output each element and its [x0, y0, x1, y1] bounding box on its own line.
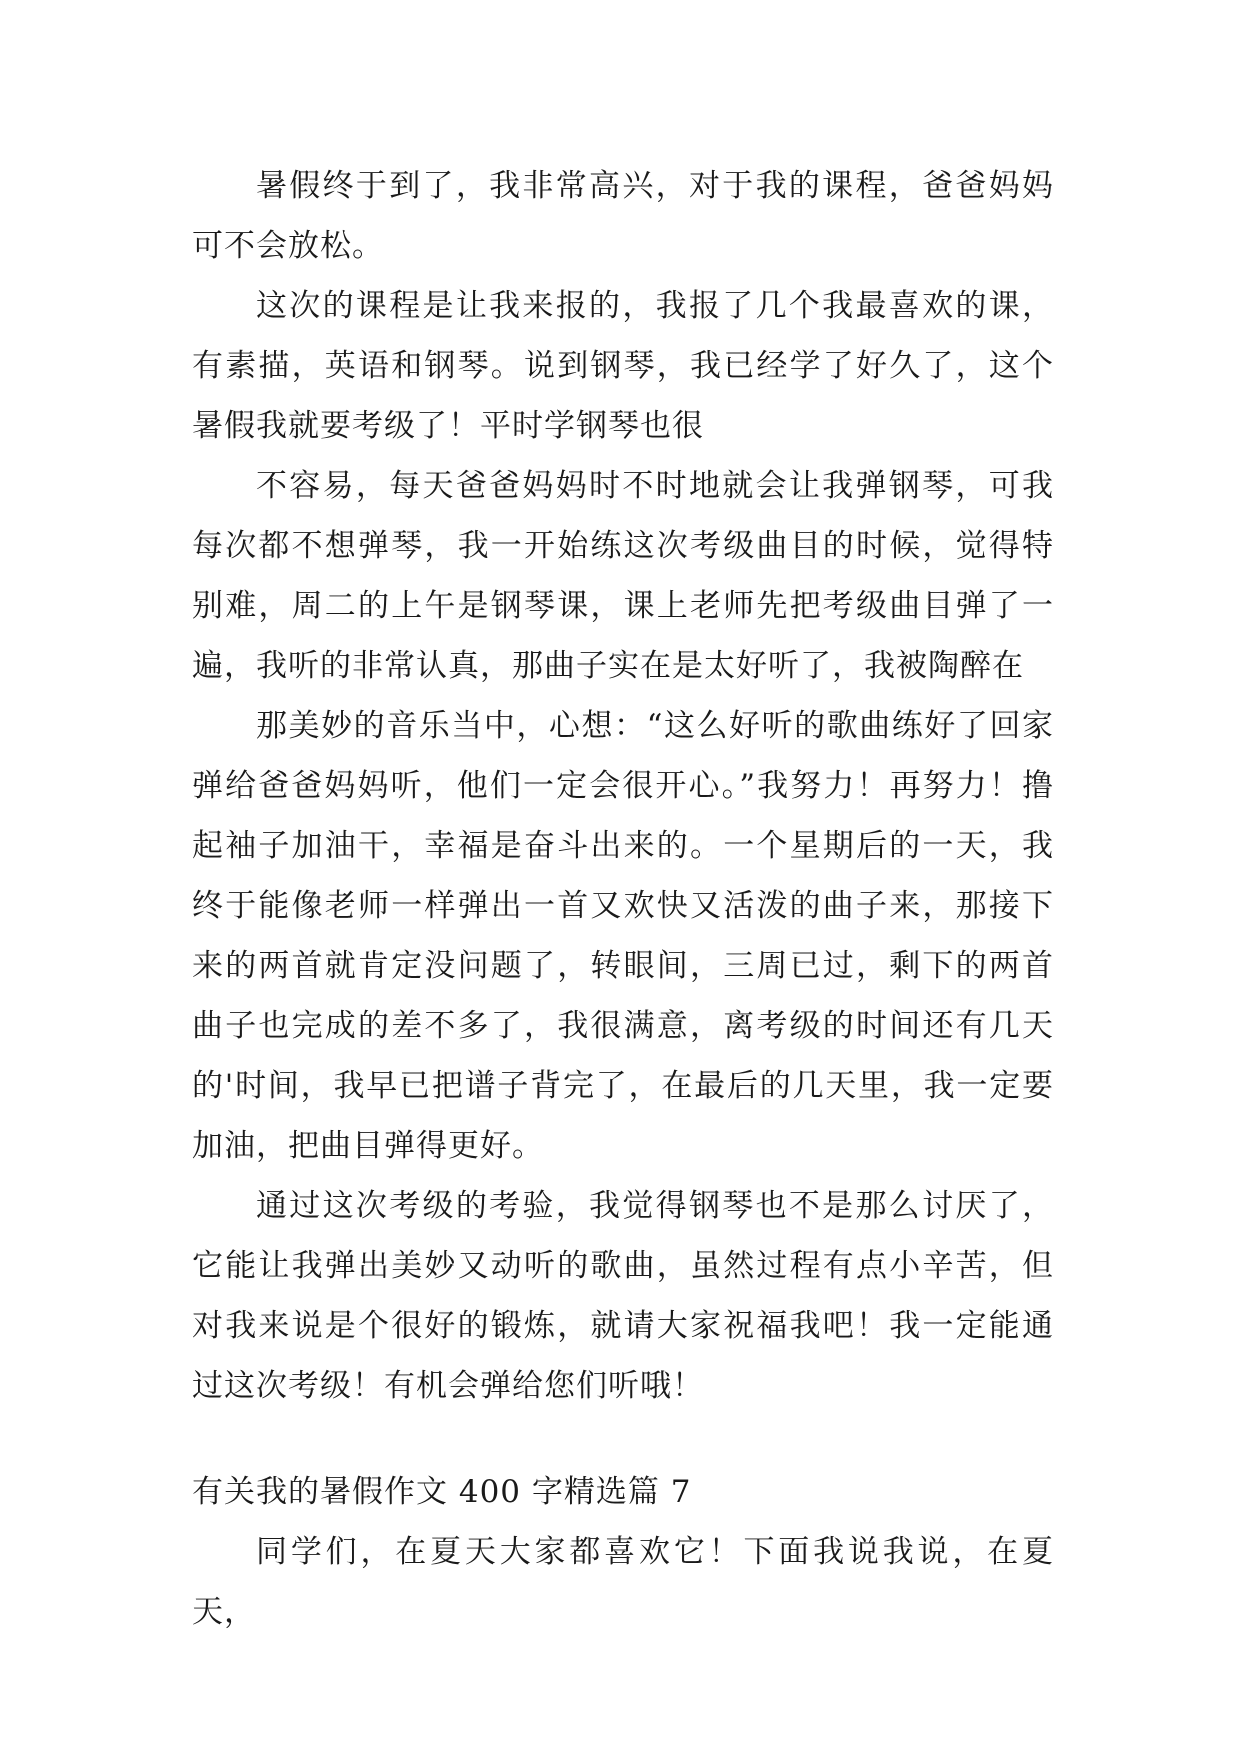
paragraph-3: 不容易，每天爸爸妈妈时不时地就会让我弹钢琴，可我每次都不想弹琴，我一开始练这次考级曲目的时候，觉得特别难，周二的上午是钢琴课，课上老师先把考级曲目弹了一遍，我听的非常认真，那曲子实在是太好听了，我被陶醉在 — [192, 468, 1054, 684]
paragraph-4: 那美妙的音乐当中，心想：“这么好听的歌曲练好了回家弹给爸爸妈妈听，他们一定会很开心。”我努力！再努力！撸起袖子加油干，幸福是奋斗出来的。一个星期后的一天，我终于能像老师一样弹出一首又欢快又活泼的曲子来，那接下来的两首就肯定没问题了，转眼间，三周已过，剩下的两首曲子也完成的差不多了，我很满意，离考级的时间还有几天的'时间，我早已把谱子背完了，在最后的几天里，我一定要加油，把曲目弹得更好。 — [192, 708, 1054, 1164]
paragraph-5: 通过这次考级的考验，我觉得钢琴也不是那么讨厌了，它能让我弹出美妙又动听的歌曲，虽然过程有点小辛苦，但对我来说是个很好的锻炼，就请大家祝福我吧！我一定能通过这次考级！有机会弹给您们听哦！ — [192, 1188, 1054, 1404]
paragraph-1: 暑假终于到了，我非常高兴，对于我的课程，爸爸妈妈可不会放松。 — [192, 168, 1054, 264]
document-body — [192, 156, 1054, 1642]
section-paragraph-1: 同学们，在夏天大家都喜欢它！下面我说我说，在夏天， — [192, 1534, 1054, 1630]
section-heading: 有关我的暑假作文 400 字精选篇 7 — [192, 1474, 692, 1510]
paragraph-2: 这次的课程是让我来报的，我报了几个我最喜欢的课，有素描，英语和钢琴。说到钢琴，我已经学了好久了，这个暑假我就要考级了！平时学钢琴也很 — [192, 288, 1054, 444]
